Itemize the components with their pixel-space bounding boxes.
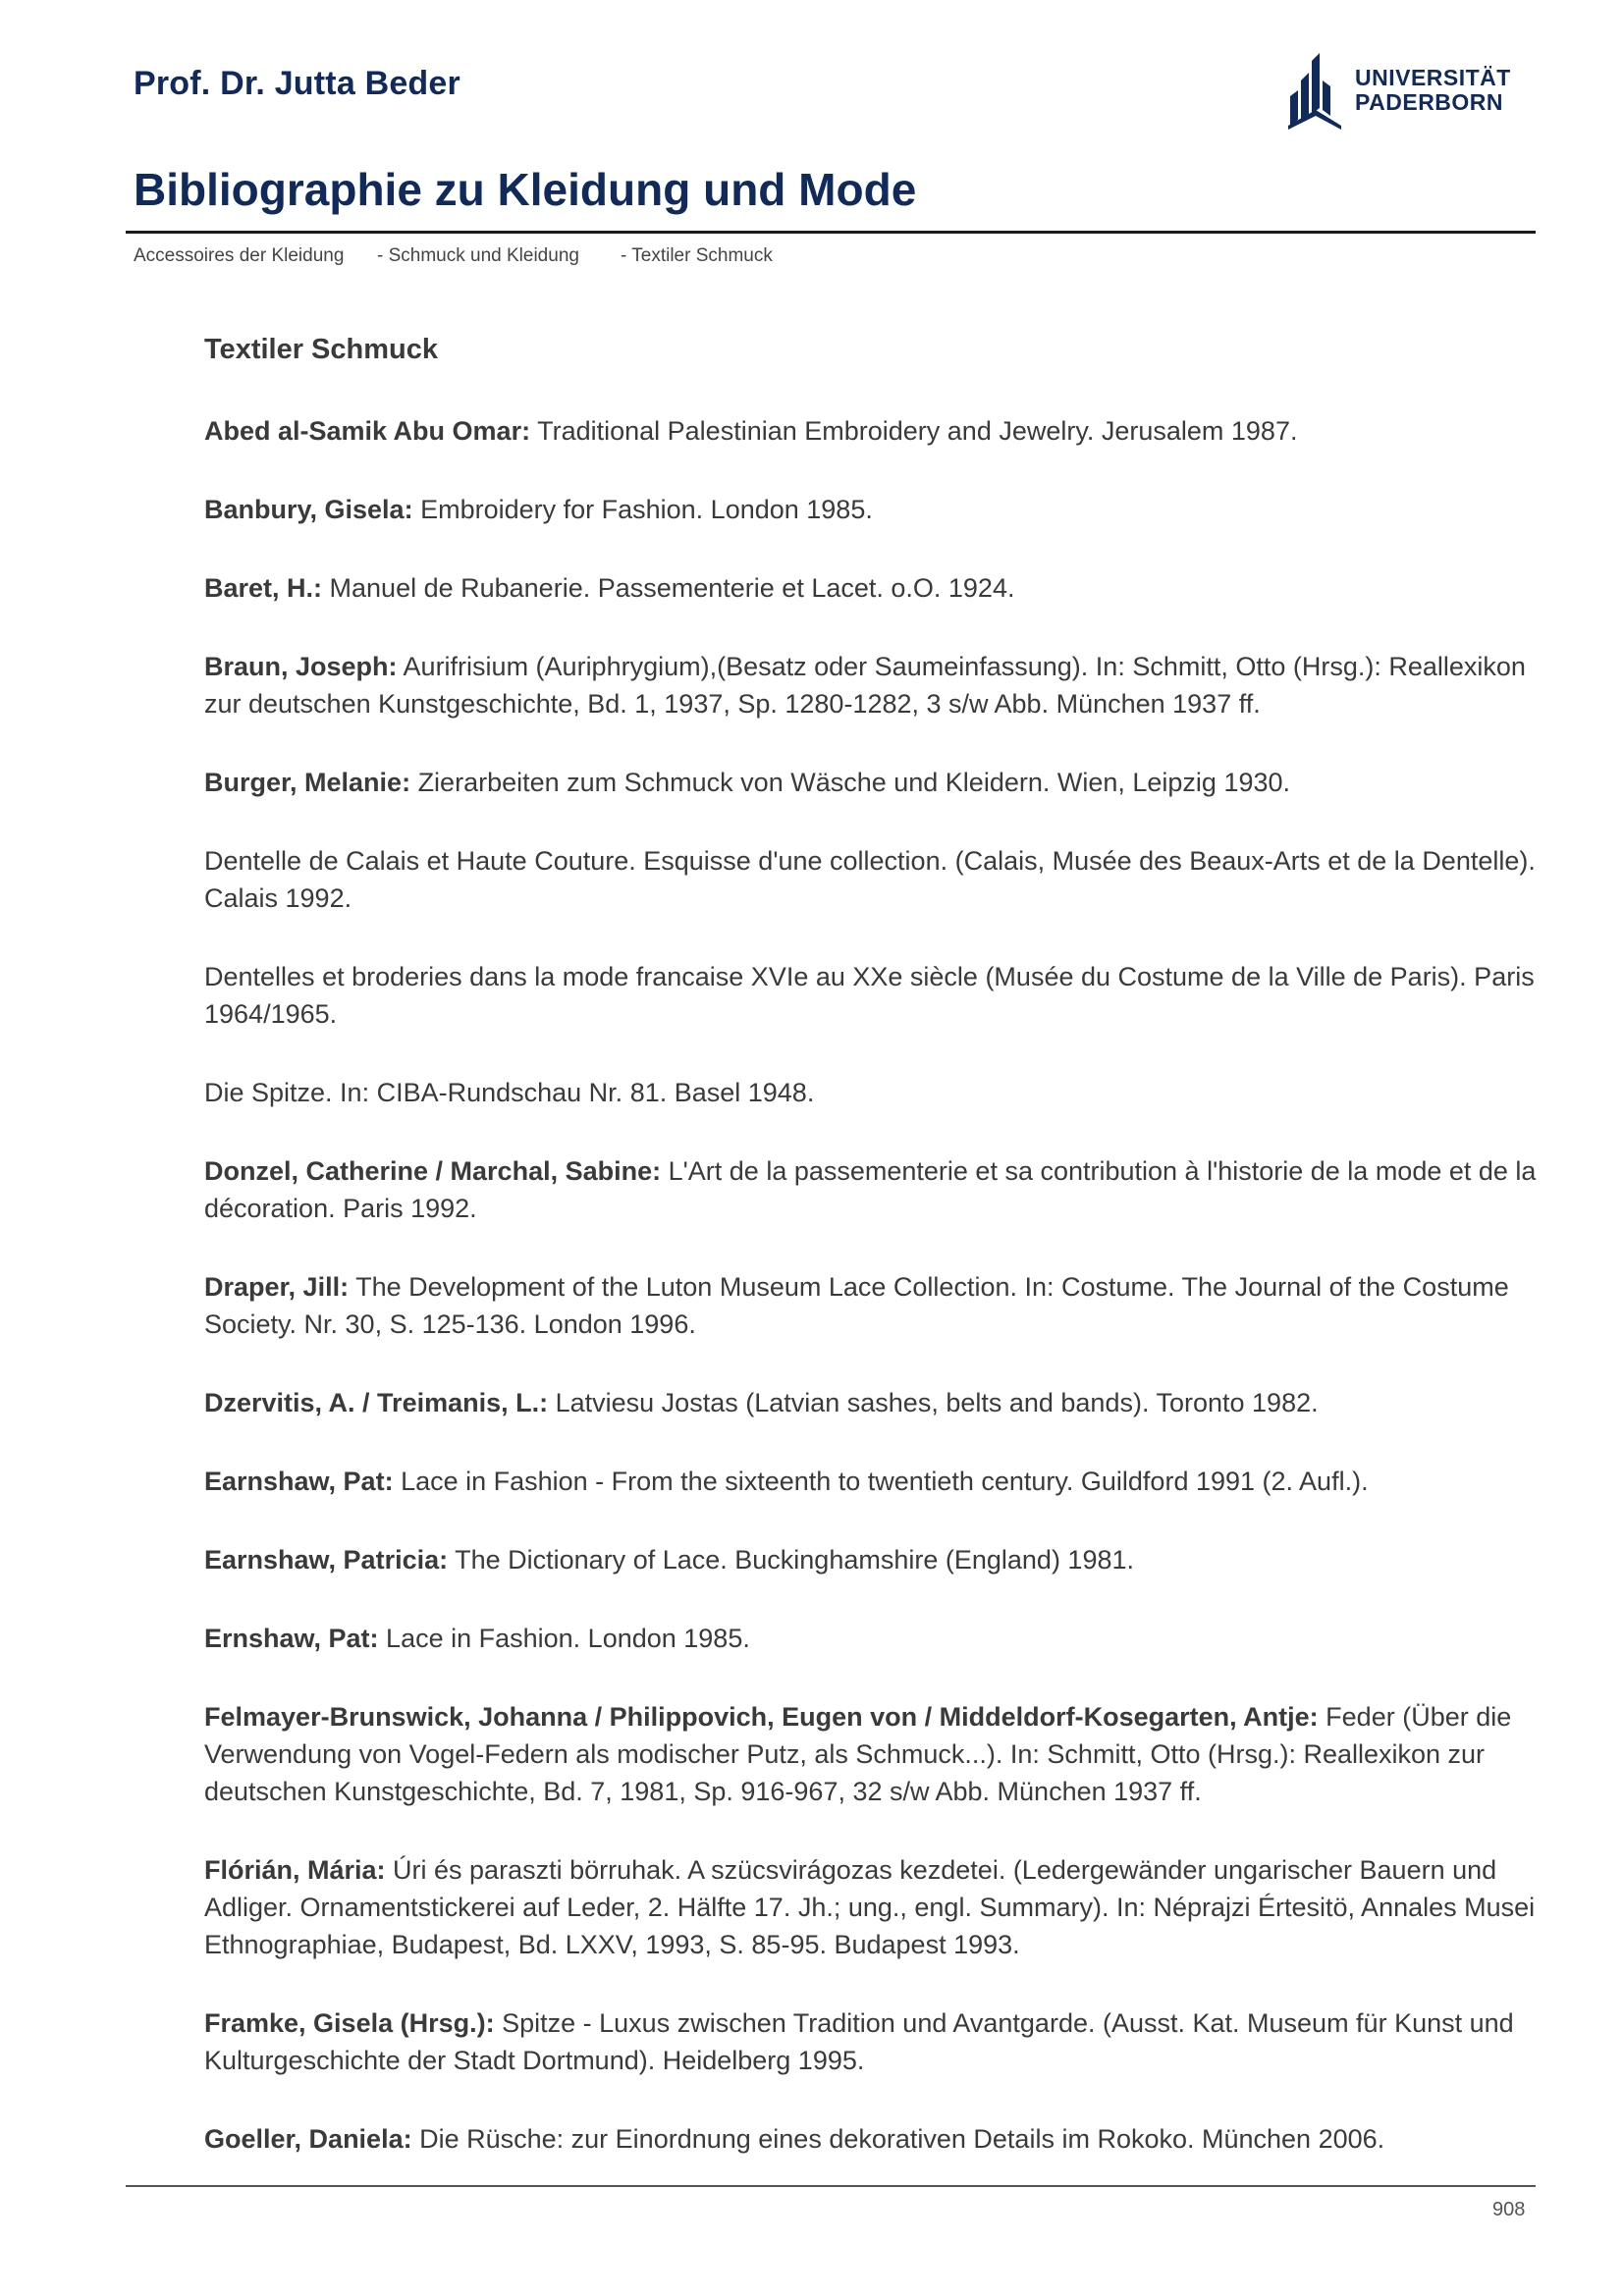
bibliography-entry (204, 569, 1540, 607)
entry-text: Die Spitze. In: CIBA-Rundschau Nr. 81. Basel 1948. (204, 1078, 815, 1107)
bibliography-entry (204, 1268, 1540, 1343)
header-divider (126, 231, 1536, 234)
bibliography-entry (204, 412, 1540, 450)
breadcrumb-item: - Textiler Schmuck (621, 245, 773, 266)
breadcrumb (134, 245, 773, 267)
bibliography-entry (204, 1851, 1540, 1963)
bibliography-entry (204, 2004, 1540, 2079)
entry-text: Úri és paraszti börruhak. A szücsvirágozas kezdetei. (Ledergewänder ungarischer Bauern und Adliger. Ornamentstickerei auf Leder, 2. Hälfte 17. Jh.; ung., engl. Summary). In: Néprajzi Értesitö, Annales Musei Ethnographiae, Budapest, Bd. LXXV, 1993, S. 85-95. Budapest 1993. (204, 1855, 1536, 1959)
bibliography-entry (204, 958, 1540, 1033)
entry-author: Dzervitis, A. / Treimanis, L.: (204, 1388, 549, 1417)
entry-text: L'Art de la passementerie et sa contribution à l'historie de la mode et de la décoration. Paris 1992. (204, 1156, 1537, 1223)
entry-author: Earnshaw, Pat: (204, 1467, 394, 1496)
entry-text: The Dictionary of Lace. Buckinghamshire (England) 1981. (448, 1545, 1134, 1575)
university-logo (1286, 51, 1511, 130)
entry-text: Lace in Fashion - From the sixteenth to twentieth century. Guildford 1991 (2. Aufl.). (393, 1467, 1369, 1496)
bibliography-entry (204, 648, 1540, 722)
university-emblem-icon (1286, 51, 1343, 130)
entry-author: Donzel, Catherine / Marchal, Sabine: (204, 1156, 662, 1186)
bibliography-entry (204, 1463, 1540, 1500)
entry-text: Manuel de Rubanerie. Passementerie et Lacet. o.O. 1924. (322, 573, 1015, 603)
bibliography-entry (204, 1384, 1540, 1421)
entry-text: Zierarbeiten zum Schmuck von Wäsche und Kleidern. Wien, Leipzig 1930. (410, 768, 1291, 797)
page-number: 908 (1492, 2199, 1526, 2220)
section-title: Textiler Schmuck (204, 334, 439, 365)
entry-author: Burger, Melanie: (204, 768, 411, 797)
entry-text: Feder (Über die Verwendung von Vogel-Federn als modischer Putz, als Schmuck...). In: Schmitt, Otto (Hrsg.): Reallexikon zur deutschen Kunstgeschichte, Bd. 7, 1981, Sp. 916-967, 32 s/w Abb. München 1937 ff. (204, 1702, 1512, 1806)
entry-author: Goeller, Daniela: (204, 2124, 412, 2154)
entry-text: Die Rüsche: zur Einordnung eines dekorativen Details im Rokoko. München 2006. (411, 2124, 1385, 2154)
entry-author: Earnshaw, Patricia: (204, 1545, 449, 1575)
entry-text: Latviesu Jostas (Latvian sashes, belts and bands). Toronto 1982. (548, 1388, 1319, 1417)
entry-text: Lace in Fashion. London 1985. (378, 1624, 750, 1653)
entry-text: Dentelles et broderies dans la mode francaise XVIe au XXe siècle (Musée du Costume de la Ville de Paris). Paris 1964/1965. (204, 962, 1535, 1029)
bibliography-entry (204, 491, 1540, 528)
entry-author: Flórián, Mária: (204, 1855, 386, 1885)
entry-author: Baret, H.: (204, 573, 323, 603)
document-title: Bibliographie zu Kleidung und Mode (134, 164, 917, 215)
breadcrumb-item: Accessoires der Kleidung (134, 245, 345, 266)
entry-author: Felmayer-Brunswick, Johanna / Philippovich, Eugen von / Middeldorf-Kosegarten, Antje: (204, 1702, 1319, 1732)
entry-text: The Development of the Luton Museum Lace Collection. In: Costume. The Journal of the Costume Society. Nr. 30, S. 125-136. London 1996. (204, 1272, 1509, 1339)
author-name: Prof. Dr. Jutta Beder (134, 65, 460, 102)
bibliography-entry (204, 842, 1540, 917)
breadcrumb-item: - Schmuck und Kleidung (377, 245, 579, 266)
entry-author: Abed al-Samik Abu Omar: (204, 416, 531, 446)
entry-text: Traditional Palestinian Embroidery and Jewelry. Jerusalem 1987. (530, 416, 1298, 446)
entry-author: Framke, Gisela (Hrsg.): (204, 2008, 495, 2038)
logo-line-2: PADERBORN (1355, 89, 1504, 115)
footer-divider (126, 2185, 1536, 2187)
bibliography-entry (204, 1620, 1540, 1657)
bibliography-entry (204, 764, 1540, 801)
entry-text: Dentelle de Calais et Haute Couture. Esquisse d'une collection. (Calais, Musée des Beaux-Arts et de la Dentelle). Calais 1992. (204, 846, 1536, 913)
entry-author: Banbury, Gisela: (204, 495, 413, 524)
university-logo-text (1355, 66, 1511, 115)
entry-text: Aurifrisium (Auriphrygium),(Besatz oder Saumeinfassung). In: Schmitt, Otto (Hrsg.): Reallexikon zur deutschen Kunstgeschichte, Bd. 1, 1937, Sp. 1280-1282, 3 s/w Abb. München 1937 ff. (204, 652, 1526, 719)
bibliography-entry (204, 2120, 1540, 2158)
entry-text: Embroidery for Fashion. London 1985. (412, 495, 873, 524)
bibliography-entry (204, 1541, 1540, 1578)
entry-author: Draper, Jill: (204, 1272, 350, 1302)
logo-line-1: UNIVERSITÄT (1355, 65, 1511, 90)
entry-text: Spitze - Luxus zwischen Tradition und Avantgarde. (Ausst. Kat. Museum für Kunst und Kulturgeschichte der Stadt Dortmund). Heidelberg 1995. (204, 2008, 1514, 2075)
bibliography-entry (204, 1698, 1540, 1810)
bibliography-entry (204, 1152, 1540, 1227)
entry-author: Ernshaw, Pat: (204, 1624, 379, 1653)
bibliography-entry (204, 1074, 1540, 1111)
entry-author: Braun, Joseph: (204, 652, 398, 681)
